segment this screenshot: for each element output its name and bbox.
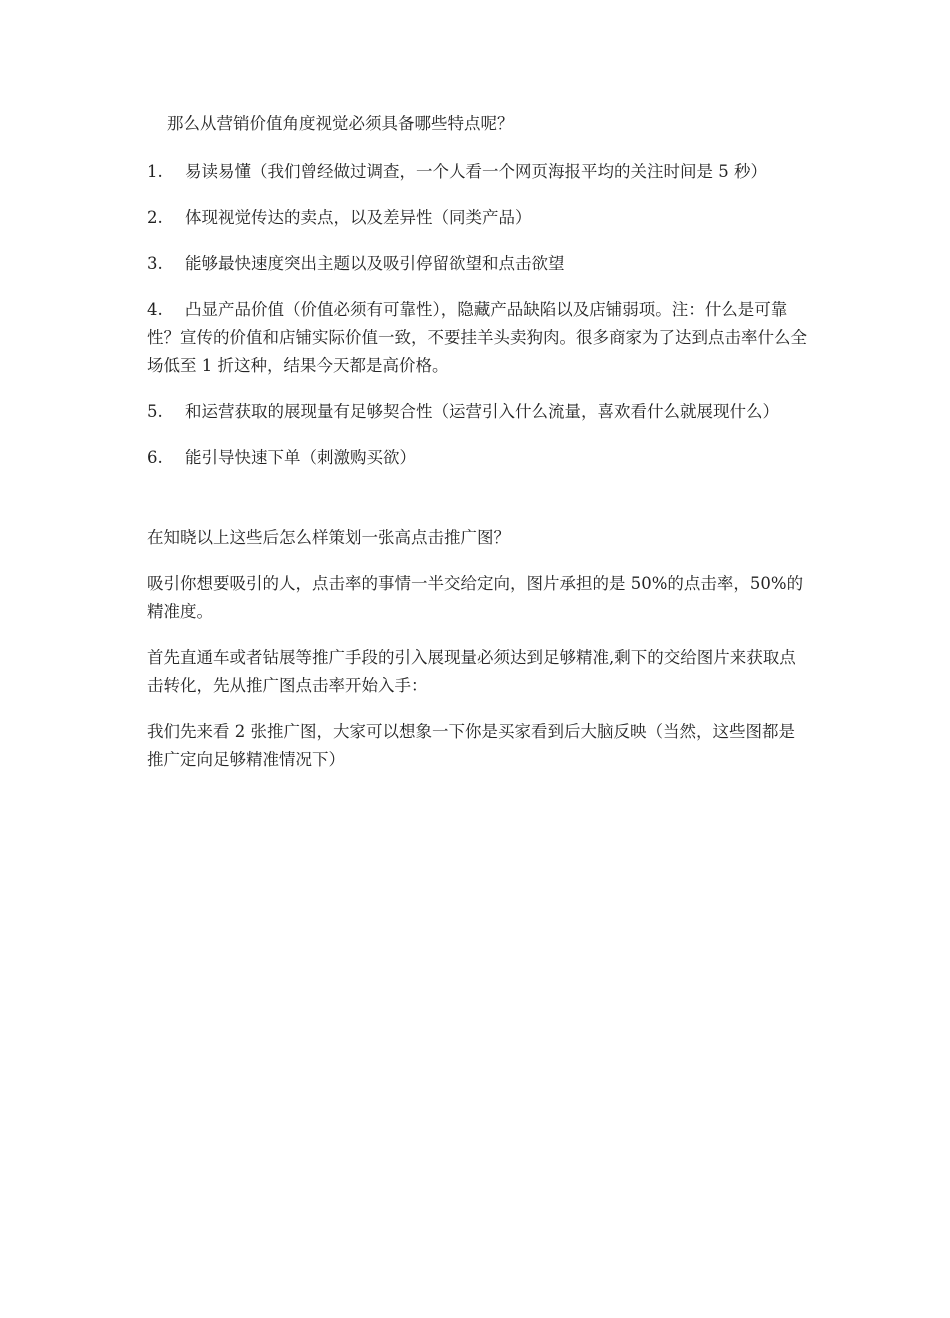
list-item-number: 6. (147, 448, 163, 467)
body-paragraph: 在知晓以上这些后怎么样策划一张高点击推广图？ (147, 528, 510, 547)
list-item-text: 和运营获取的展现量有足够契合性（运营引入什么流量，喜欢看什么就展现什么） (185, 402, 779, 421)
list-item (147, 398, 807, 426)
list-item-text: 能引导快速下单（刺激购买欲） (185, 448, 416, 467)
list-item-text: 体现视觉传达的卖点，以及差异性（同类产品） (185, 208, 532, 227)
body-paragraph: 吸引你想要吸引的人，点击率的事情一半交给定向，图片承担的是 50%的点击率，50%的精准度。 (147, 574, 804, 621)
list-item (147, 296, 807, 380)
body-paragraph: 我们先来看 2 张推广图，大家可以想象一下你是买家看到后大脑反映（当然，这些图都是推广定向足够精准情况下） (147, 722, 795, 769)
list-item-text: 能够最快速度突出主题以及吸引停留欲望和点击欲望 (185, 254, 565, 273)
list-item (147, 444, 807, 472)
list-item (147, 250, 807, 278)
list-item-number: 5. (147, 402, 163, 421)
list-item (147, 158, 807, 186)
section-spacer (147, 472, 807, 524)
document-body (147, 110, 807, 792)
list-item-number: 1. (147, 162, 163, 181)
list-item-number: 2. (147, 208, 163, 227)
intro-question: 那么从营销价值角度视觉必须具备哪些特点呢？ (167, 114, 514, 133)
list-item-text: 易读易懂（我们曾经做过调查，一个人看一个网页海报平均的关注时间是 5 秒） (185, 162, 767, 181)
list-item-number: 4. (147, 300, 163, 319)
body-paragraph: 首先直通车或者钻展等推广手段的引入展现量必须达到足够精准,剩下的交给图片来获取点击转化，先从推广图点击率开始入手： (147, 648, 796, 695)
list-item-text: 凸显产品价值（价值必须有可靠性），隐藏产品缺陷以及店铺弱项。注：什么是可靠性？宣传的价值和店铺实际价值一致，不要挂羊头卖狗肉。很多商家为了达到点击率什么全场低至 1 折这种，结果今天都是高价格。 (147, 300, 807, 375)
list-item-number: 3. (147, 254, 163, 273)
list-item (147, 204, 807, 232)
